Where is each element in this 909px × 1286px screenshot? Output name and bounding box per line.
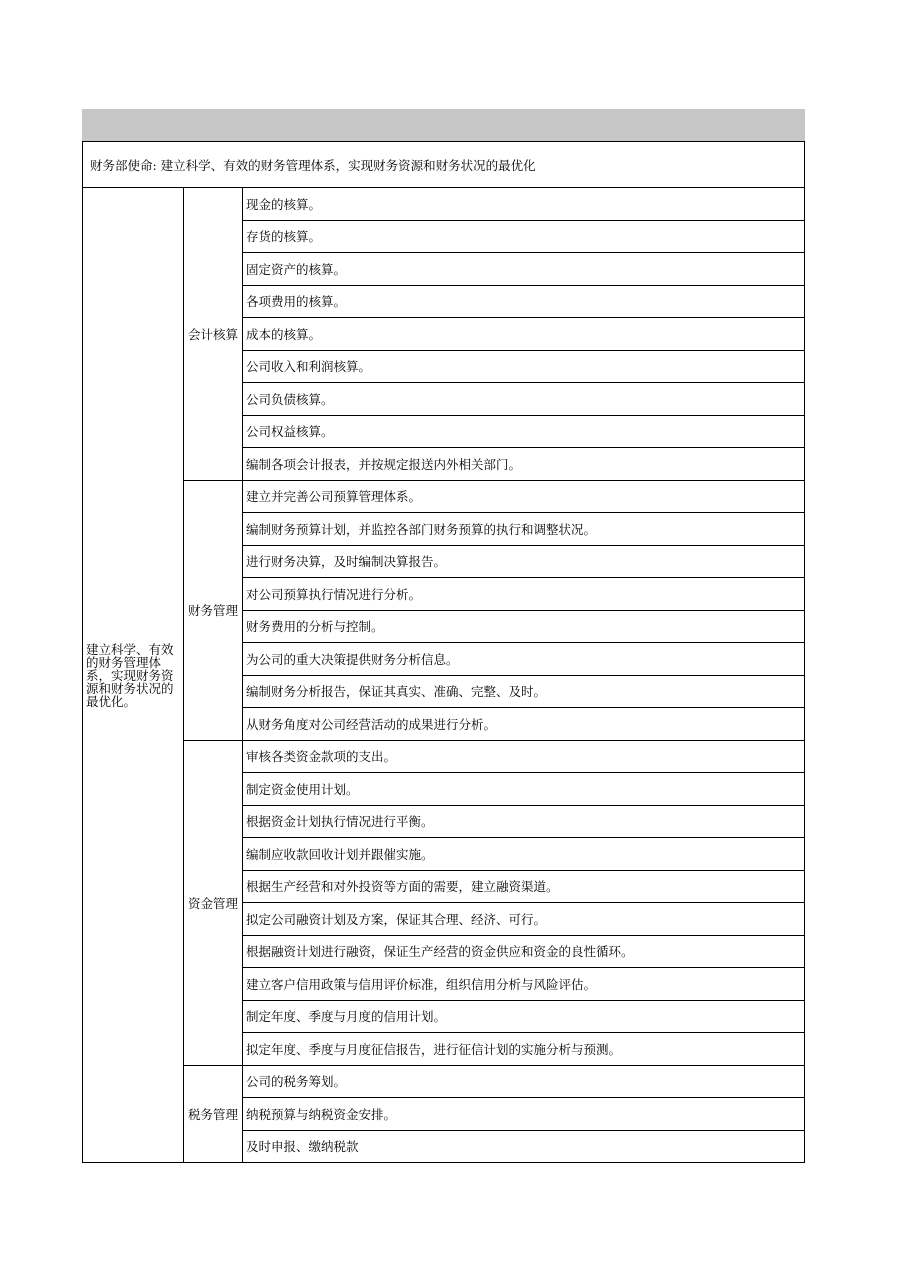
duty-cell: 公司收入和利润核算。 [243, 350, 805, 383]
duty-cell: 根据融资计划进行融资，保证生产经营的资金供应和资金的良性循环。 [243, 935, 805, 968]
category-cell: 资金管理 [184, 740, 243, 1065]
duty-cell: 存货的核算。 [243, 220, 805, 253]
duty-cell: 进行财务决算，及时编制决算报告。 [243, 545, 805, 578]
duty-cell: 制定资金使用计划。 [243, 773, 805, 806]
duty-cell: 财务费用的分析与控制。 [243, 610, 805, 643]
duty-cell: 现金的核算。 [243, 188, 805, 221]
duty-cell: 对公司预算执行情况进行分析。 [243, 578, 805, 611]
table-row [83, 740, 805, 773]
duty-cell: 拟定年度、季度与月度征信报告，进行征信计划的实施分析与预测。 [243, 1033, 805, 1066]
duty-cell: 为公司的重大决策提供财务分析信息。 [243, 643, 805, 676]
table-row [83, 480, 805, 513]
table-row [83, 188, 805, 221]
duty-cell: 及时申报、缴纳税款 [243, 1130, 805, 1163]
duty-cell: 固定资产的核算。 [243, 253, 805, 286]
category-cell: 财务管理 [184, 480, 243, 740]
duty-cell: 各项费用的核算。 [243, 285, 805, 318]
duty-cell: 根据资金计划执行情况进行平衡。 [243, 805, 805, 838]
duty-cell: 成本的核算。 [243, 318, 805, 351]
duty-cell: 建立客户信用政策与信用评价标准，组织信用分析与风险评估。 [243, 968, 805, 1001]
duty-cell: 制定年度、季度与月度的信用计划。 [243, 1000, 805, 1033]
duty-cell: 公司权益核算。 [243, 415, 805, 448]
duty-cell: 公司的税务筹划。 [243, 1065, 805, 1098]
duty-cell: 编制各项会计报表，并按规定报送内外相关部门。 [243, 448, 805, 481]
duty-cell: 从财务角度对公司经营活动的成果进行分析。 [243, 708, 805, 741]
duty-cell: 建立并完善公司预算管理体系。 [243, 480, 805, 513]
header-bar [82, 109, 805, 141]
duty-cell: 公司负债核算。 [243, 383, 805, 416]
department-goal: 建立科学、有效的财务管理体系，实现财务资源和财务状况的最优化。 [83, 188, 184, 1163]
duty-cell: 编制应收款回收计划并跟催实施。 [243, 838, 805, 871]
category-cell: 税务管理 [184, 1065, 243, 1163]
duty-cell: 根据生产经营和对外投资等方面的需要，建立融资渠道。 [243, 870, 805, 903]
responsibility-sheet [82, 109, 805, 1163]
duty-cell: 编制财务预算计划，并监控各部门财务预算的执行和调整状况。 [243, 513, 805, 546]
duty-cell: 审核各类资金款项的支出。 [243, 740, 805, 773]
duty-cell: 编制财务分析报告，保证其真实、准确、完整、及时。 [243, 675, 805, 708]
duty-cell: 拟定公司融资计划及方案，保证其合理、经济、可行。 [243, 903, 805, 936]
mission-statement: 财务部使命: 建立科学、有效的财务管理体系，实现财务资源和财务状况的最优化 [82, 141, 805, 187]
table-row [83, 1065, 805, 1098]
duty-cell: 纳税预算与纳税资金安排。 [243, 1098, 805, 1131]
category-cell: 会计核算 [184, 188, 243, 481]
duties-table [82, 187, 805, 1163]
